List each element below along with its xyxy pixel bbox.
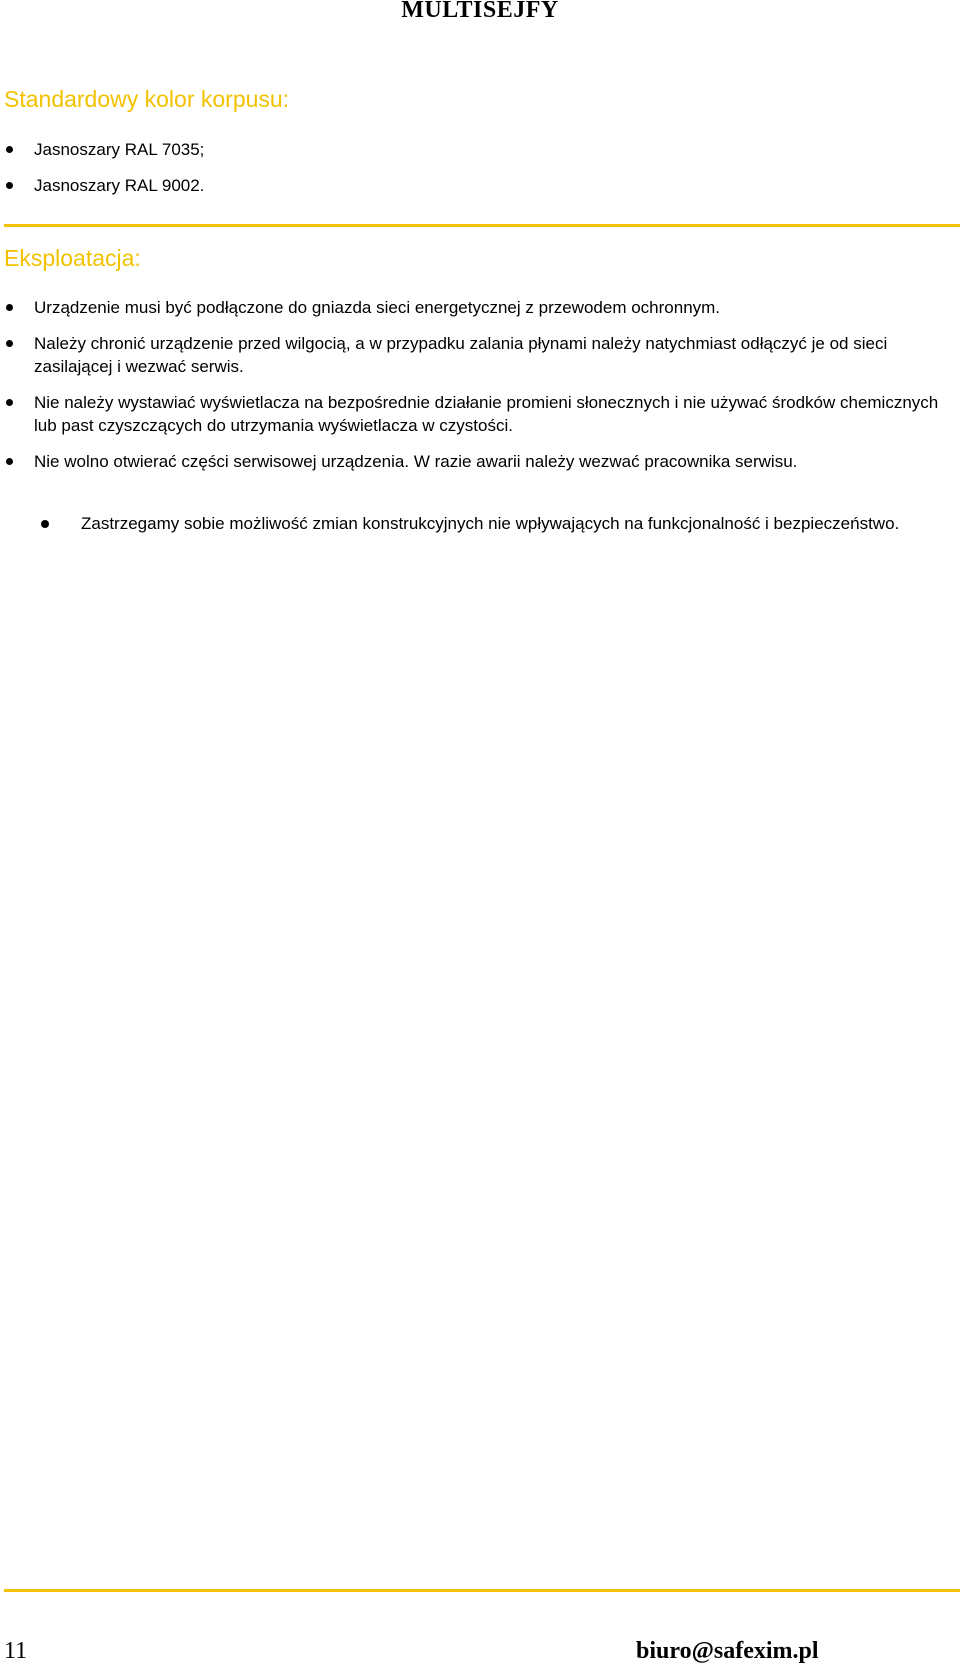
color-list — [0, 138, 960, 197]
list-item-text: Nie należy wystawiać wyświetlacza na bezpośrednie działanie promieni słonecznych i nie używać środków chemicznych lub past czyszczących do utrzymania wyświetlacza w czystości. — [34, 393, 939, 435]
bullet-icon — [6, 399, 13, 406]
footer-email: biuro@safexim.pl — [636, 1638, 819, 1664]
footer-divider — [4, 1589, 960, 1592]
list-item — [0, 450, 960, 473]
bullet-icon — [6, 182, 13, 189]
list-item-text: Urządzenie musi być podłączone do gniazda sieci energetycznej z przewodem ochronnym. — [34, 298, 721, 317]
page-number: 11 — [4, 1638, 28, 1664]
list-item — [0, 138, 960, 161]
page-title: MULTISEJFY — [401, 0, 559, 23]
disclaimer-note — [0, 512, 960, 535]
list-item-text: Jasnoszary RAL 9002. — [34, 176, 205, 195]
list-item — [0, 391, 960, 437]
bullet-icon — [6, 146, 13, 153]
exploitation-list — [0, 296, 960, 473]
bullet-icon — [6, 458, 13, 465]
bullet-icon — [41, 520, 49, 528]
bullet-icon — [6, 304, 13, 311]
list-item-text: Nie wolno otwierać części serwisowej urządzenia. W razie awarii należy wezwać pracownika serwisu. — [34, 452, 798, 471]
section-divider — [4, 224, 960, 227]
disclaimer-text: Zastrzegamy sobie możliwość zmian konstrukcyjnych nie wpływających na funkcjonalność i bezpieczeństwo. — [81, 514, 900, 533]
list-item-text: Jasnoszary RAL 7035; — [34, 140, 205, 159]
list-item — [0, 332, 960, 378]
list-item-text: Należy chronić urządzenie przed wilgocią, a w przypadku zalania płynami należy natychmiast odłączyć je od sieci zasilającej i wezwać serwis. — [34, 334, 888, 376]
list-item — [0, 296, 960, 319]
list-item — [0, 174, 960, 197]
section-heading-exploitation: Eksploatacja: — [4, 245, 141, 271]
bullet-icon — [6, 340, 13, 347]
section-heading-color: Standardowy kolor korpusu: — [4, 86, 290, 112]
